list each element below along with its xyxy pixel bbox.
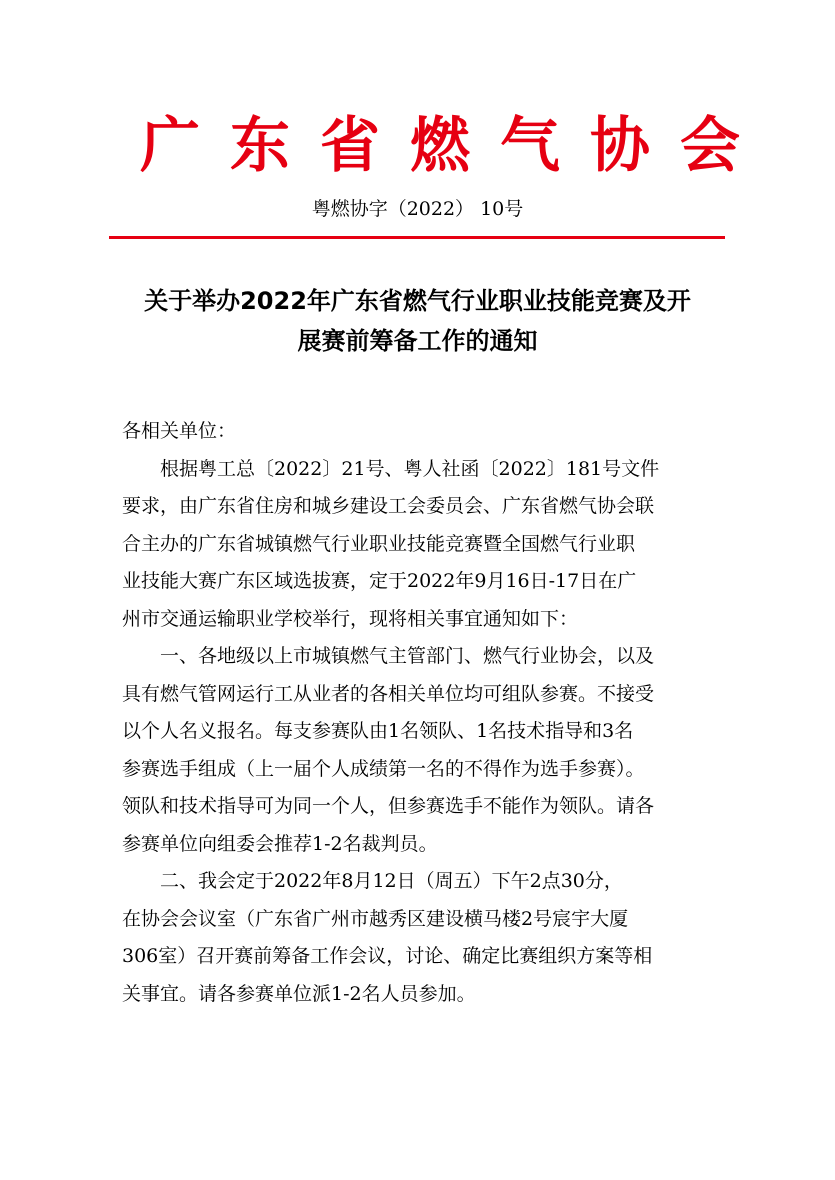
body-line: 合主办的广东省城镇燃气行业职业技能竞赛暨全国燃气行业职 bbox=[122, 532, 636, 555]
body-line: 以个人名义报名。每支参赛队由1名领队、1名技术指导和3名 bbox=[122, 720, 634, 742]
body-line: 要求，由广东省住房和城乡建设工会委员会、广东省燃气协会联 bbox=[122, 495, 655, 517]
body-line: 一、各地级以上市城镇燃气主管部门、燃气行业协会，以及 bbox=[122, 645, 655, 667]
body-line: 参赛单位向组委会推荐1-2名裁判员。 bbox=[122, 832, 438, 855]
body-line: 具有燃气管网运行工从业者的各相关单位均可组队参赛。不接受 bbox=[122, 682, 655, 705]
notice-body bbox=[122, 413, 717, 1013]
notice-title-line: 展赛前筹备工作的通知 bbox=[297, 327, 538, 355]
organization-name: 广东省燃气协会 bbox=[140, 111, 770, 181]
body-line: 二、我会定于2022年8月12日（周五）下午2点30分， bbox=[122, 870, 623, 892]
notice-title-line: 关于举办2022年广东省燃气行业职业技能竞赛及开 bbox=[144, 287, 691, 315]
body-line: 参赛选手组成（上一届个人成绩第一名的不得作为选手参赛）。 bbox=[122, 757, 645, 780]
red-divider bbox=[109, 236, 725, 239]
notice-title bbox=[110, 281, 725, 361]
body-line: 306室）召开赛前筹备工作会议，讨论、确定比赛组织方案等相 bbox=[122, 945, 653, 967]
body-line: 业技能大赛广东区域选拔赛，定于2022年9月16日-17日在广 bbox=[122, 570, 637, 592]
body-line: 领队和技术指导可为同一个人，但参赛选手不能作为领队。请各 bbox=[122, 795, 655, 817]
body-line: 根据粤工总〔2022〕21号、粤人社函〔2022〕181号文件 bbox=[122, 457, 660, 480]
body-line: 在协会会议室（广东省广州市越秀区建设横马楼2号宸宇大厦 bbox=[122, 907, 629, 930]
document-number: 粤燃协字（2022） 10号 bbox=[311, 198, 524, 220]
body-line: 关事宜。请各参赛单位派1-2名人员参加。 bbox=[122, 982, 476, 1005]
salutation: 各相关单位： bbox=[122, 420, 237, 442]
body-line: 州市交通运输职业学校举行，现将相关事宜通知如下： bbox=[122, 607, 579, 630]
